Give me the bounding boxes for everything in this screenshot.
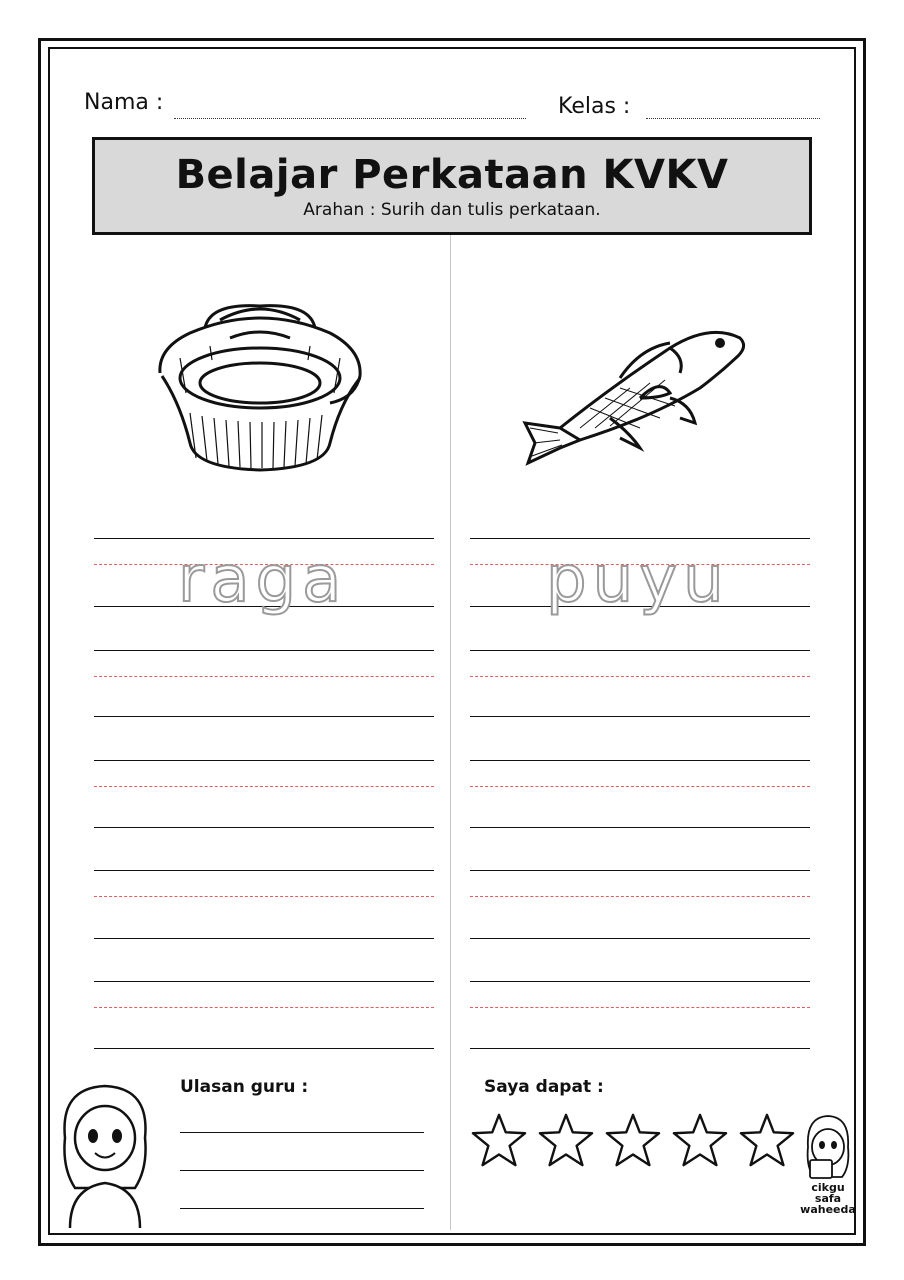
instruction-text: Arahan : Surih dan tulis perkataan. <box>303 200 601 220</box>
page-title: Belajar Perkataan KVKV <box>175 152 729 198</box>
basket-icon <box>150 298 370 478</box>
title-box <box>92 137 812 235</box>
star-rating[interactable] <box>470 1112 805 1168</box>
star-icon[interactable] <box>470 1112 528 1168</box>
trace-word-left: raga <box>178 543 348 617</box>
logo-text-line-2: safa <box>814 1192 842 1205</box>
star-icon[interactable] <box>537 1112 595 1168</box>
trace-word-right: puyu <box>546 543 730 617</box>
name-field <box>84 90 163 115</box>
fish-icon <box>520 318 750 478</box>
name-label: Nama : <box>84 90 164 115</box>
brand-logo <box>796 1112 860 1232</box>
star-icon[interactable] <box>738 1112 796 1168</box>
teacher-comment-label: Ulasan guru : <box>180 1077 309 1097</box>
star-icon[interactable] <box>671 1112 729 1168</box>
rating-label: Saya dapat : <box>484 1077 604 1097</box>
logo-text-line-3: waheeda <box>800 1203 856 1216</box>
star-icon[interactable] <box>604 1112 662 1168</box>
logo-text-line-1: cikgu <box>811 1181 845 1194</box>
column-divider <box>450 235 451 1230</box>
class-label: Kelas : <box>558 94 631 119</box>
girl-character-icon <box>50 1078 160 1228</box>
class-field <box>558 94 630 119</box>
